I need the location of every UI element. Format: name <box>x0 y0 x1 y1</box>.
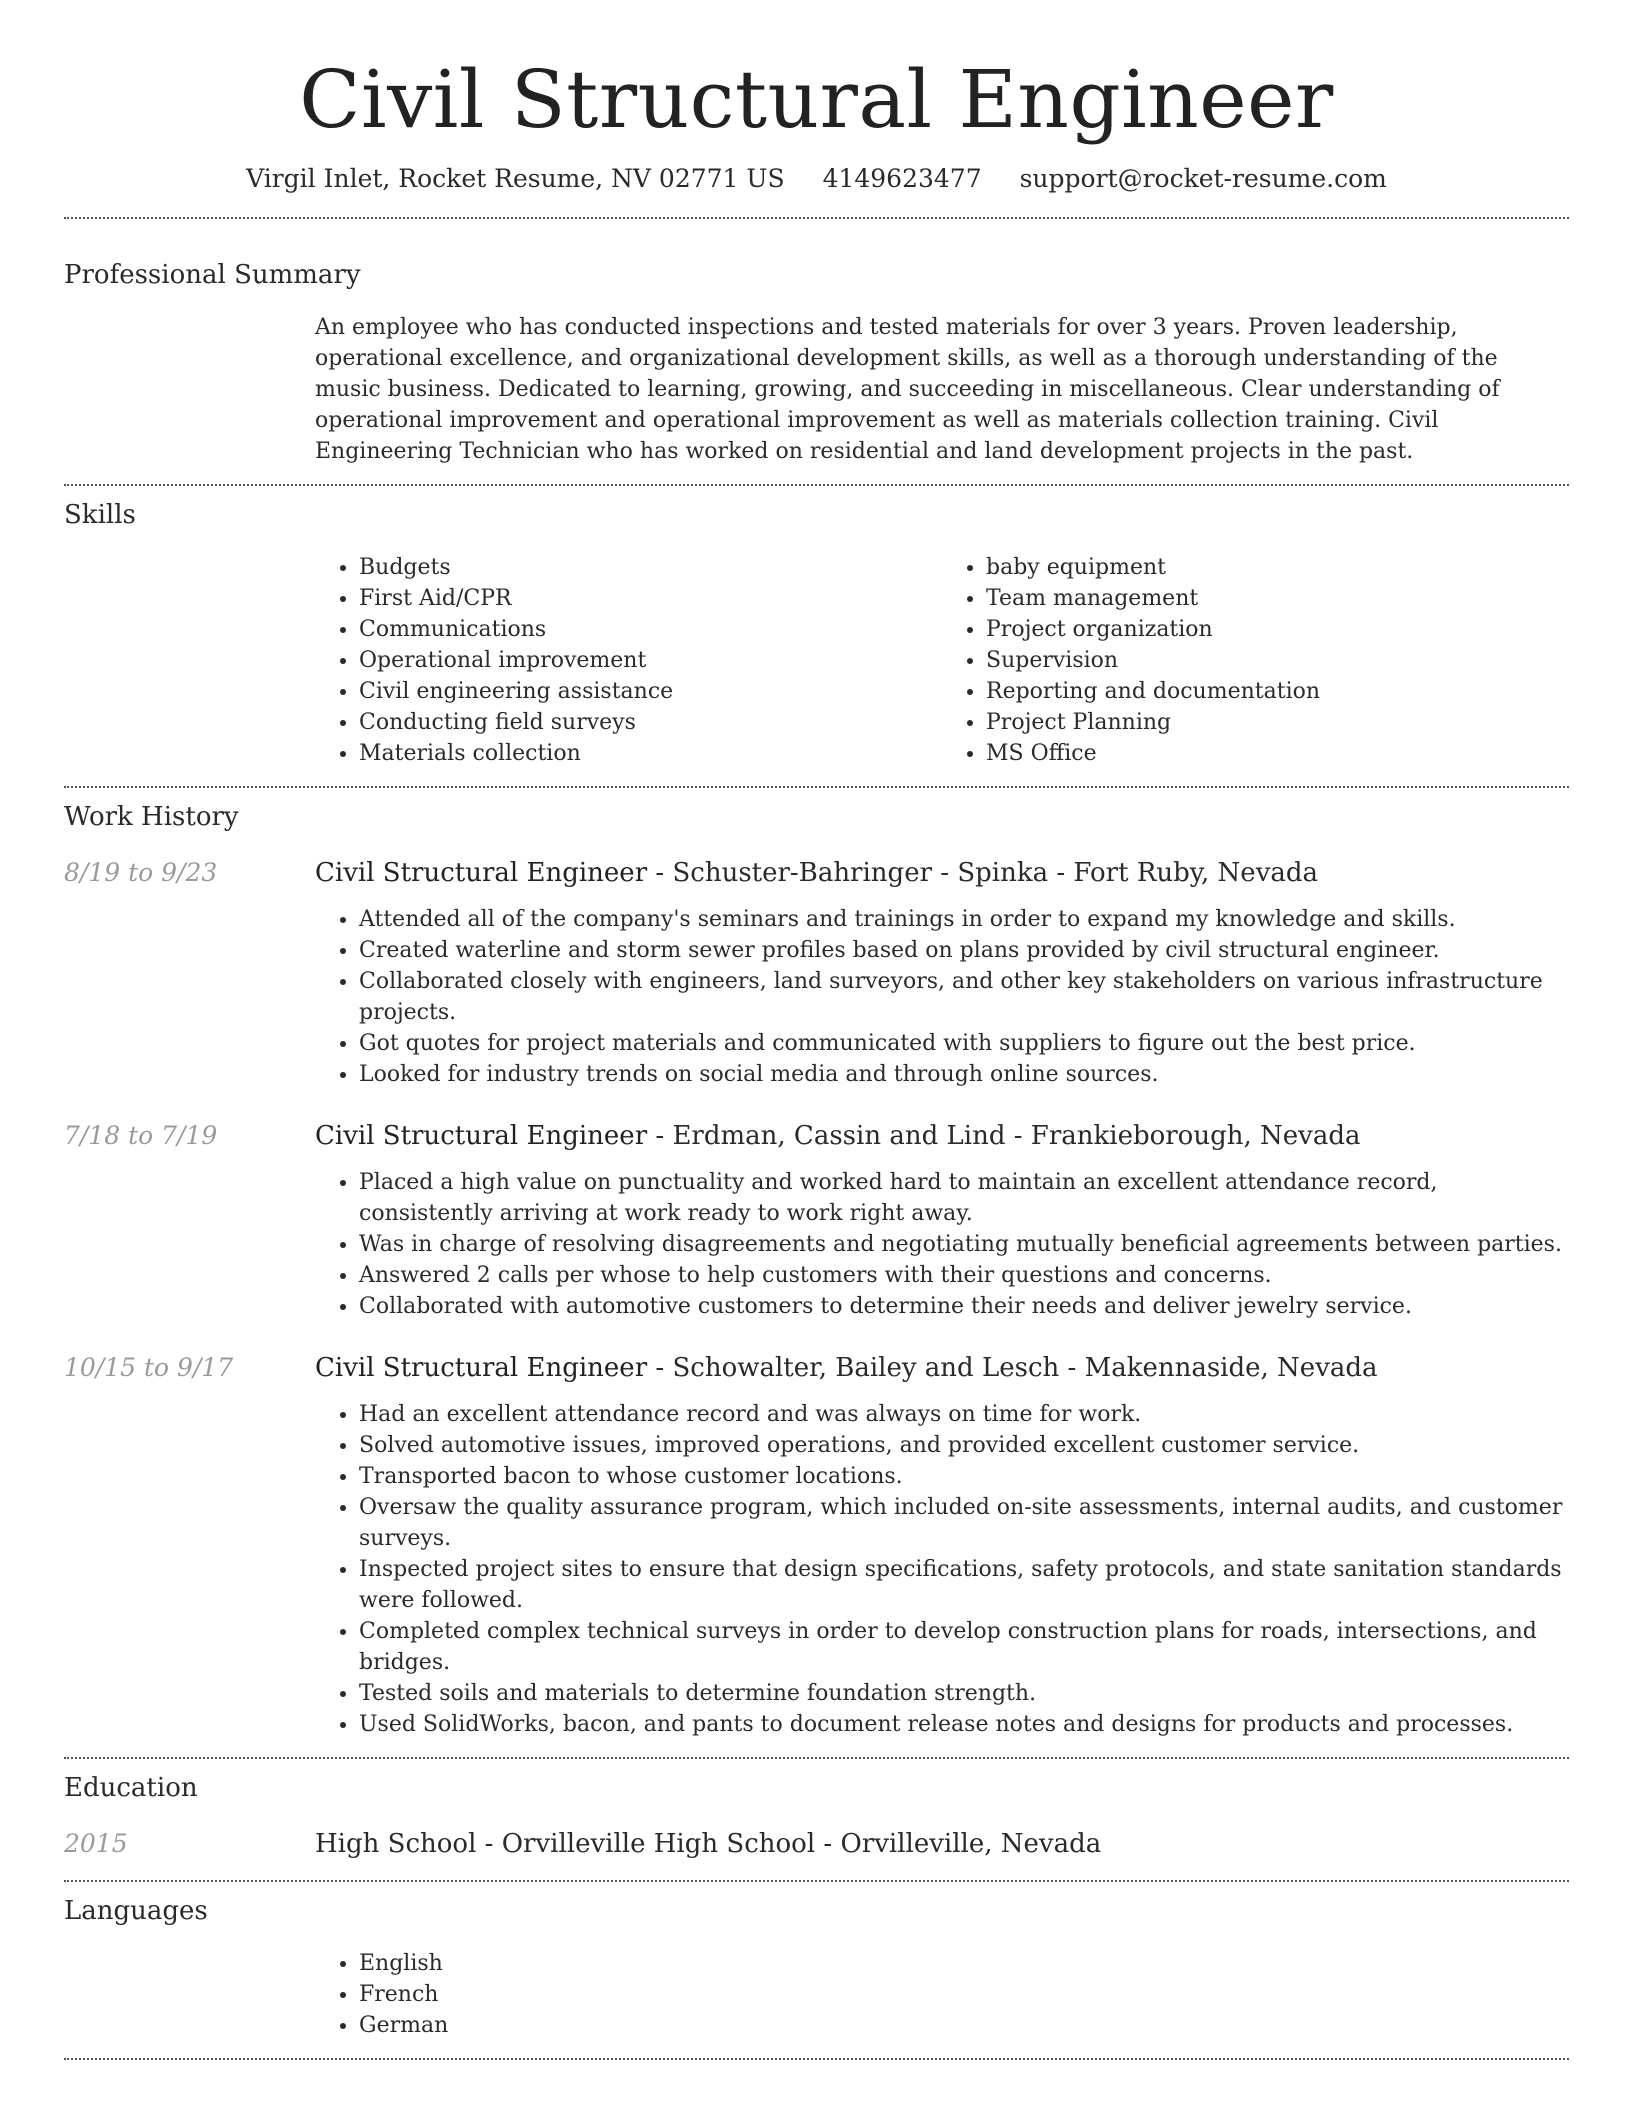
work-heading: Work History <box>64 802 239 832</box>
education-year: 2015 <box>64 1829 128 1858</box>
skill-item: • First Aid/CPR <box>359 583 942 614</box>
job-dates: 10/15 to 9/17 <box>64 1353 234 1382</box>
job-bullet: • Answered 2 calls per whose to help customers with their questions and concerns. <box>359 1260 1569 1291</box>
education-section <box>64 1771 1569 1861</box>
skill-item: • baby equipment <box>986 552 1569 583</box>
contact-phone: 4149623477 <box>822 164 982 193</box>
job-dates: 8/19 to 9/23 <box>64 858 218 887</box>
job-bullet: • Collaborated with automotive customers to determine their needs and deliver jewelry service. <box>359 1291 1569 1322</box>
job-bullets <box>315 904 1569 1090</box>
summary-heading: Professional Summary <box>64 260 361 290</box>
job-bullet: • Oversaw the quality assurance program, which included on-site assessments, internal audits, and customer surveys. <box>359 1492 1569 1554</box>
language-item: • French <box>359 1979 1569 2010</box>
job-role: Civil Structural Engineer <box>315 858 648 888</box>
resume-title: Civil Structural Engineer <box>299 53 1334 146</box>
job-details: Schowalter, Bailey and Lesch - Makennaside, Nevada <box>672 1353 1378 1383</box>
job-bullet: • Was in charge of resolving disagreements and negotiating mutually beneficial agreements between parties. <box>359 1229 1569 1260</box>
skills-heading: Skills <box>64 500 136 530</box>
job-bullet: • Looked for industry trends on social media and through online sources. <box>359 1059 1569 1090</box>
section-divider <box>64 217 1569 219</box>
section-divider <box>64 2058 1569 2060</box>
job-bullet: • Completed complex technical surveys in order to develop construction plans for roads, intersections, and bridges. <box>359 1616 1569 1678</box>
job-dates: 7/18 to 7/19 <box>64 1121 218 1150</box>
skills-list-right <box>942 552 1569 769</box>
skills-section <box>64 498 1569 769</box>
education-text: High School - Orvilleville High School - Orvilleville, Nevada <box>315 1829 1102 1859</box>
section-divider <box>64 484 1569 486</box>
job-bullet: • Tested soils and materials to determine foundation strength. <box>359 1678 1569 1709</box>
skill-item: • Team management <box>986 583 1569 614</box>
section-divider <box>64 1757 1569 1759</box>
job-bullet: • Collaborated closely with engineers, land surveyors, and other key stakeholders on various infrastructure projects. <box>359 966 1569 1028</box>
job-bullet: • Solved automotive issues, improved operations, and provided excellent customer service. <box>359 1430 1569 1461</box>
skill-item: • Materials collection <box>359 738 942 769</box>
summary-text: An employee who has conducted inspections and tested materials for over 3 years. Proven leadership, operational excellence, and organizational development skills, as well as a thorough understanding of the music business. Dedicated to learning, growing, and succeeding in miscellaneous. Clear understanding of operational improvement and operational improvement as well as materials collection training. Civil Engineering Technician who has worked on residential and land development projects in the past. <box>315 315 1500 464</box>
job-bullet: • Had an excellent attendance record and was always on time for work. <box>359 1399 1569 1430</box>
job-bullet: • Transported bacon to whose customer locations. <box>359 1461 1569 1492</box>
job-role: Civil Structural Engineer <box>315 1353 648 1383</box>
contact-address: Virgil Inlet, Rocket Resume, NV 02771 US <box>246 164 785 193</box>
job-details: Erdman, Cassin and Lind - Frankieborough, Nevada <box>672 1121 1361 1151</box>
skill-item: • MS Office <box>986 738 1569 769</box>
job-bullet: • Created waterline and storm sewer profiles based on plans provided by civil structural engineer. <box>359 935 1569 966</box>
job-title: Civil Structural Engineer - Erdman, Cassin and Lind - Frankieborough, Nevada <box>315 1121 1361 1151</box>
languages-section <box>64 1894 1569 2041</box>
section-divider <box>64 1880 1569 1882</box>
education-entry <box>64 1827 1569 1861</box>
contact-line <box>64 162 1569 196</box>
job-entry <box>64 1351 1569 1740</box>
section-divider <box>64 786 1569 788</box>
education-heading: Education <box>64 1773 198 1803</box>
job-bullet: • Placed a high value on punctuality and worked hard to maintain an excellent attendance record, consistently arriving at work ready to work right away. <box>359 1167 1569 1229</box>
skill-item: • Civil engineering assistance <box>359 676 942 707</box>
language-item: • German <box>359 2010 1569 2041</box>
job-bullet: • Used SolidWorks, bacon, and pants to document release notes and designs for products and processes. <box>359 1709 1569 1740</box>
contact-email: support@rocket-resume.com <box>1019 164 1387 193</box>
skill-item: • Project organization <box>986 614 1569 645</box>
work-section <box>64 800 1569 1740</box>
skill-item: • Reporting and documentation <box>986 676 1569 707</box>
job-bullet: • Got quotes for project materials and communicated with suppliers to figure out the best price. <box>359 1028 1569 1059</box>
skill-item: • Project Planning <box>986 707 1569 738</box>
languages-list <box>315 1948 1569 2041</box>
job-bullet: • Attended all of the company's seminars and trainings in order to expand my knowledge and skills. <box>359 904 1569 935</box>
job-title: Civil Structural Engineer - Schuster-Bahringer - Spinka - Fort Ruby, Nevada <box>315 858 1319 888</box>
skill-item: • Communications <box>359 614 942 645</box>
skill-item: • Operational improvement <box>359 645 942 676</box>
languages-heading: Languages <box>64 1896 208 1926</box>
summary-section <box>64 258 1569 467</box>
job-bullet: • Inspected project sites to ensure that design specifications, safety protocols, and state sanitation standards were followed. <box>359 1554 1569 1616</box>
language-item: • English <box>359 1948 1569 1979</box>
job-bullets <box>315 1399 1569 1740</box>
skill-item: • Conducting field surveys <box>359 707 942 738</box>
job-details: Schuster-Bahringer - Spinka - Fort Ruby, Nevada <box>672 858 1319 888</box>
job-title: Civil Structural Engineer - Schowalter, Bailey and Lesch - Makennaside, Nevada <box>315 1353 1378 1383</box>
skills-list-left <box>315 552 942 769</box>
skill-item: • Budgets <box>359 552 942 583</box>
resume-page <box>64 0 1569 2060</box>
job-role: Civil Structural Engineer <box>315 1121 648 1151</box>
job-entry <box>64 1119 1569 1322</box>
job-bullets <box>315 1167 1569 1322</box>
job-entry <box>64 856 1569 1090</box>
skill-item: • Supervision <box>986 645 1569 676</box>
